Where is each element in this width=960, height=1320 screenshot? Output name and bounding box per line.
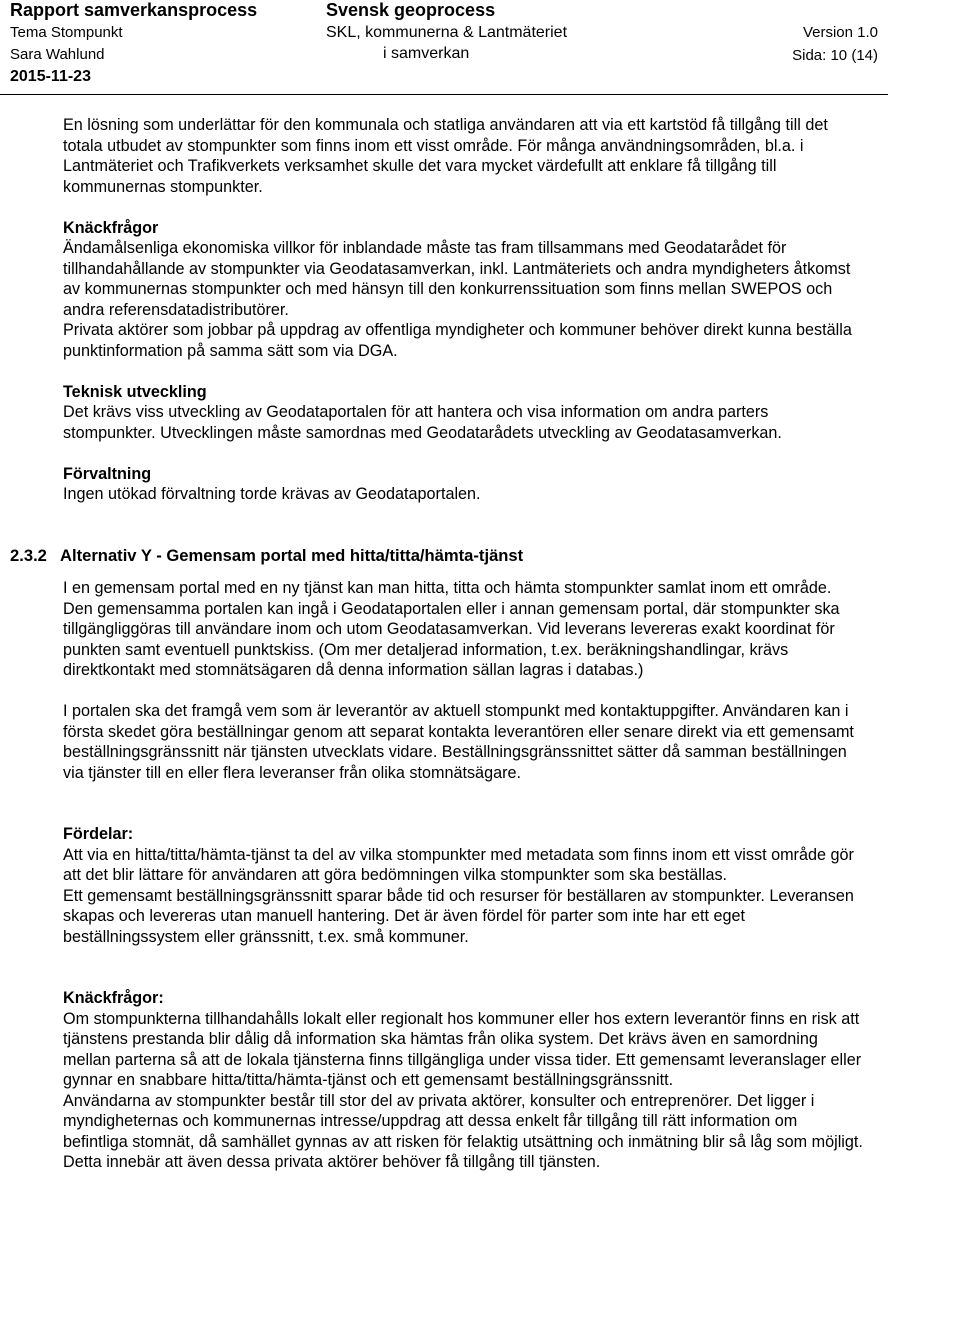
intro-paragraph: En lösning som underlättar för den kommunala och statliga användaren att via ett kartstöd få tillgång till det totala utbudet av stompunkter som finns inom ett visst område. För många användningsområden, bl.a. i Lantmäteriet och Trafikverkets verksamhet skulle det vara mycket värdefullt att enklare få tillgång till kommunernas stompunkter.: [63, 116, 828, 196]
knackfragor-2-paragraph-1: Om stompunkterna tillhandahålls lokalt eller regionalt hos kommuner eller hos extern leverantör finns en risk att tjänstens prestanda blir dålig då information ska hämtas från olika system. Det krävs även en samordning mellan parterna så att de lokala tjänsterna finns tillgängliga under vissa tider. Ett gemensamt leveranslager eller gynnar en snabbare hitta/titta/hämta-tjänst och ett gemensamt beställningsgränssnitt.: [63, 1009, 862, 1089]
alternativ-paragraph-2: I portalen ska det framgå vem som är leverantör av aktuell stompunkt med kontaktuppgifter. Användaren kan i första skedet göra beställningar genom att separat kontakta leverantören eller senare direkt via ett gemensamt beställningsgränssnitt när tjänsten utvecklats vidare. Beställningsgränssnittet sätter då samman beställningen via tjänster till en eller flera leveranser från olika stomnätsägare.: [63, 702, 854, 782]
page-number: Sida: 10 (14): [792, 47, 878, 64]
knackfragor-paragraph-1: Ändamålsenliga ekonomiska villkor för inblandade måste tas fram tillsammans med Geodatarådet för tillhandahållande av stompunkter via Geodatasamverkan, inkl. Lantmäteriets och andra myndigheters åtkomst av kommunernas stompunkter och med hänsyn till den konkurrenssituation som finns mellan SWEPOS och andra referensdatadistributörer.: [63, 239, 851, 319]
section-heading: [10, 546, 810, 567]
document-body: [10, 115, 863, 1173]
organization-line-1: SKL, kommunerna & Lantmäteriet: [326, 24, 568, 41]
section-number: 2.3.2: [10, 545, 47, 565]
page-header: [0, 0, 960, 96]
process-title: Svensk geoprocess: [326, 0, 496, 20]
header-divider: [0, 94, 888, 95]
report-title: Rapport samverkansprocess: [10, 0, 258, 20]
forvaltning-heading: Förvaltning: [63, 464, 152, 483]
fordelar-paragraph-2: Ett gemensamt beställningsgränssnitt sparar både tid och resurser för beställaren av stompunkter. Leveransen skapas och levereras utan manuell hantering. Det är även fördel för parter som inte har ett eget beställningssystem eller gränssnitt, t.ex. små kommuner.: [63, 886, 854, 946]
version-label: Version 1.0: [802, 24, 878, 41]
teknisk-utveckling-paragraph: Det krävs viss utveckling av Geodataportalen för att hantera och visa information om andra parters stompunkter. Utvecklingen måste samordnas med Geodatarådets utveckling av Geodatasamverkan.: [63, 403, 782, 442]
topic-label: Tema Stompunkt: [10, 24, 123, 41]
organization-line-2: i samverkan: [383, 45, 470, 62]
fordelar-paragraph-1: Att via en hitta/titta/hämta-tjänst ta del av vilka stompunkter med metadata som finns inom ett visst område gör att det blir lättare för användaren att göra bedömningen vilka stompunkter som ska beställas.: [63, 845, 854, 884]
fordelar-heading: Fördelar:: [63, 825, 134, 843]
document-date: 2015-11-23: [10, 68, 91, 85]
alternativ-paragraph-1: I en gemensam portal med en ny tjänst kan man hitta, titta och hämta stompunkter samlat inom ett område. Den gemensamma portalen kan ingå i Geodataportalen eller i annan gemensam portal, där stompunkter ska tillgängliggöras till användare inom och utom Geodatasamverkan. Vid leverans levereras exakt koordinat för punkten samt eventuell punktskiss. (Om mer detaljerad information, t.ex. beräkningshandlingar, krävs direktkontakt med stomnätsägaren då denna information sällan lagras i databas.): [63, 579, 840, 679]
teknisk-utveckling-heading: Teknisk utveckling: [63, 382, 207, 401]
section-title: Alternativ Y - Gemensam portal med hitta/titta/hämta-tjänst: [60, 545, 524, 565]
author-name: Sara Wahlund: [10, 46, 105, 63]
knackfragor-heading: Knäckfrågor: [63, 218, 159, 237]
knackfragor-paragraph-2: Privata aktörer som jobbar på uppdrag av offentliga myndigheter och kommuner behöver direkt kunna beställa punktinformation på samma sätt som via DGA.: [63, 321, 852, 360]
forvaltning-paragraph: Ingen utökad förvaltning torde krävas av Geodataportalen.: [63, 485, 481, 503]
knackfragor-2-paragraph-2: Användarna av stompunkter består till stor del av privata aktörer, konsulter och entreprenörer. Det ligger i myndigheternas och kommunernas intresse/uppdrag att dessa enkelt får tillgång till rätt information om befintliga stomnät, då samhället gynnas av att risken för felaktig utsättning och inmätning blir så låg som möjligt. Detta innebär att även dessa privata aktörer behöver få tillgång till tjänsten.: [63, 1091, 863, 1171]
knackfragor-2-heading: Knäckfrågor:: [63, 989, 164, 1007]
